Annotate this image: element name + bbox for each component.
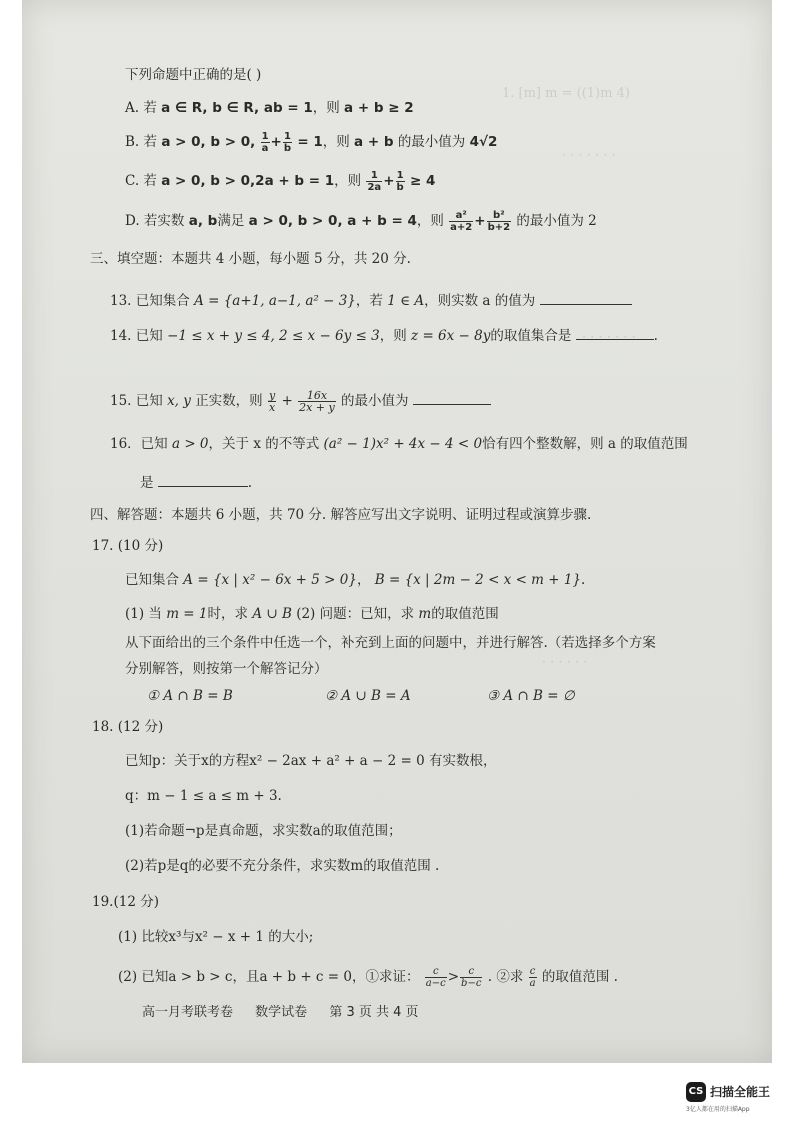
q16-answer-blank[interactable]	[158, 472, 248, 487]
footer-page: 第 3 页 共 4 页	[329, 1005, 419, 1020]
q12-option-b: B. 若 a > 0, b > 0, $\frac{1}{a}$ + $\frac{1}{b}$ = 1，则 a + b 的最小值为 4√2	[125, 131, 498, 154]
q16-line1: 16．已知 a > 0，关于 x 的不等式 (a² − 1)x² + 4x − 4 < 0恰有四个整数解，则 a 的取值范围	[110, 436, 688, 452]
q17-option-3: ③ A ∩ B = ∅	[487, 688, 575, 704]
q14: 14. 已知 −1 ≤ x + y ≤ 4, 2 ≤ x − 6y ≤ 3，则 z = 6x − 8y的取值集合是 .	[110, 325, 658, 346]
camscanner-logo-icon: CS	[686, 1082, 706, 1102]
q12-option-a: A. 若 a ∈ R, b ∈ R, ab = 1，则 a + b ≥ 2	[125, 100, 414, 116]
q17-option-2: ② A ∪ B = A	[325, 688, 411, 704]
scanner-watermark	[686, 1082, 786, 1116]
q12-option-c: C. 若 a > 0, b > 0,2a + b = 1，则 $\frac{1}{2a}$ + $\frac{1}{b}$ ≥ 4	[125, 170, 436, 193]
q17-note-line1: 从下面给出的三个条件中任选一个，补充到上面的问题中，并进行解答.（若选择多个方案	[125, 635, 656, 651]
brand-name: 扫描全能王	[710, 1085, 771, 1099]
q17-options	[147, 686, 575, 706]
q18-head: 18. (12 分)	[92, 719, 164, 735]
q17-parts: (1) 当 m = 1时，求 A ∪ B (2) 问题：已知，求 m的取值范围	[125, 606, 499, 622]
footer-subject: 数学试卷	[255, 1005, 308, 1020]
q17-note-line2: 分别解答，则按第一个解答记分）	[125, 661, 328, 677]
q17-given: 已知集合 A = {x | x² − 6x + 5 > 0}， B = {x | 2m − 2 < x < m + 1}.	[125, 572, 586, 588]
q13: 13. 已知集合 A = {a+1, a−1, a² − 3}，若 1 ∈ A，则实数 a 的值为	[110, 290, 632, 311]
q16-line2: 是 .	[140, 472, 252, 493]
q15: 15. 已知 x, y 正实数，则 $\frac{y}{x}$ + $\frac{16x}{2x + y}$ 的最小值为	[110, 390, 491, 413]
q14-answer-blank[interactable]	[576, 325, 654, 340]
footer-exam: 高一月考联考卷	[142, 1005, 234, 1020]
q13-answer-blank[interactable]	[540, 290, 632, 305]
q18-q: q：m − 1 ≤ a ≤ m + 3.	[125, 788, 282, 804]
section-fill-in-header: 三、填空题：本题共 4 小题，每小题 5 分，共 20 分.	[90, 251, 411, 267]
q18-p: 已知p：关于x的方程x² − 2ax + a² + a − 2 = 0 有实数根，	[125, 753, 497, 769]
brand-tagline: 3亿人都在用的扫描App	[686, 1106, 750, 1113]
q17-option-1: ① A ∩ B = B	[147, 688, 233, 704]
q15-answer-blank[interactable]	[413, 390, 491, 405]
q18-sub2: (2)若p是q的必要不充分条件，求实数m的取值范围 .	[125, 858, 440, 874]
q19-head: 19.(12 分)	[92, 894, 159, 910]
q12-stem: 下列命题中正确的是( )	[125, 67, 262, 83]
footer	[142, 1003, 419, 1023]
q19-sub1: (1) 比较x³与x² − x + 1 的大小;	[118, 929, 314, 945]
q17-head: 17. (10 分)	[92, 538, 164, 554]
scanned-page: 1. [m] m = ((1)m 4) · · · · · · · · · · · · · · · · · · · · 下列命题中正确的是( ) A. 若 a ∈ R, b ∈ R, ab = 1，则 a + b ≥ 2 B. 若 a > 0, b > 0, $\frac{1}{a}$ + $\frac{1}{b}$ = 1，则 a + b 的最小值为 4√2 C. 若 a > 0, b > 0,2a + b = 1，则 $\frac{1}{2a}$ + $\frac{1}{b}$ ≥ 4 D. 若实数 a, b满足 a > 0, b > 0, a + b = 4，则 $\frac{\text{a²}}{a+2}$ + $\frac{\text{b²}}{b+2}$ 的最小值为 2 三、填空题：本题共 4 小题，每小题 5 分，共 20 分. 13. 已知集合 A = {a+1, a−1, a² − 3}，若 1 ∈ A，则实数 a 的值为 14. 已知 −1 ≤ x + y ≤ 4, 2 ≤ x − 6y ≤ 3，则 z = 6x − 8y的取值集合是 . 15. 已知 x, y 正实数，则 $\frac{y}{x}$ + $\frac{16x}{2x + y}$ 的最小值为 16．已知 a > 0，关于 x 的不等式 (a² − 1)x² + 4x − 4 < 0恰有四个整数解，则 a 的取值范围 是 . 四、解答题：本题共 6 小题，共 70 分. 解答应写出文字说明、证明过程或演算步骤. 17. (10 分) 已知集合 A = {x | x² − 6x + 5 > 0}， B = {x | 2m − 2 < x < m + 1}. (1) 当 m = 1时，求 A ∪ B (2) 问题：已知，求 m的取值范围 从下面给出的三个条件中任选一个，补充到上面的问题中，并进行解答.（若选择多个方案 分别解答，则按第一个解答记分） ① A ∩ B = B ② A ∪ B = A ③ A ∩ B = ∅ 18. (12 分) 已知p：关于x的方程x² − 2ax + a² + a − 2 = 0 有实数根， q：m − 1 ≤ a ≤ m + 3. (1)若命题¬p是真命题，求实数a的取值范围； (2)若p是q的必要不充分条件，求实数m的取值范围 . 19.(12 分) (1) 比较x³与x² − x + 1 的大小; (2) 已知a > b > c，且a + b + c = 0，①求证： $\frac{c}{a-c}$ > $\frac{c}{b-c}$ . ②求 $\frac{c}{a}$ 的取值范围 . 高一月考联考卷 数学试卷 第 3 页 共 4 页	[22, 0, 772, 1063]
q18-sub1: (1)若命题¬p是真命题，求实数a的取值范围；	[125, 823, 402, 839]
q12-option-d: D. 若实数 a, b满足 a > 0, b > 0, a + b = 4，则 $\frac{\text{a²}}{a+2}$ + $\frac{\text{b²}}{b+2}$ 的最小值为 2	[125, 210, 597, 233]
section-solution-header: 四、解答题：本题共 6 小题，共 70 分. 解答应写出文字说明、证明过程或演算步骤.	[90, 507, 592, 523]
q19-sub2: (2) 已知a > b > c，且a + b + c = 0，①求证： $\frac{c}{a-c}$ > $\frac{c}{b-c}$ . ②求 $\frac{c}{a}$ 的取值范围 .	[118, 966, 618, 989]
